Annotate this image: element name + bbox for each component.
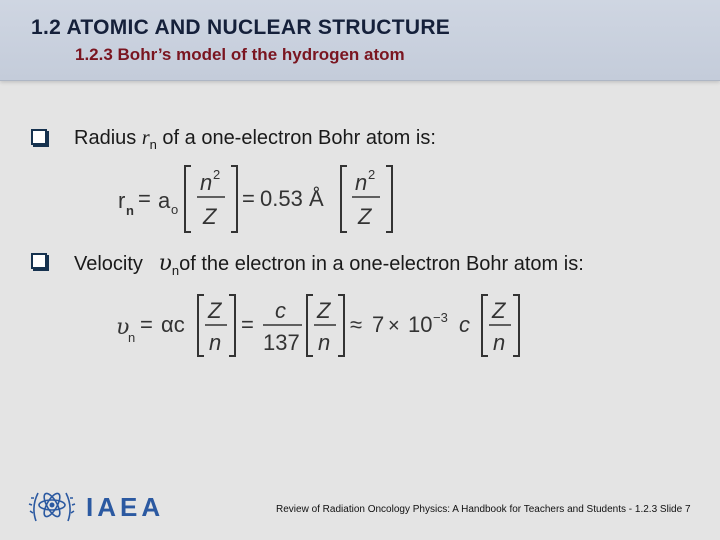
eq2-equals-2: = [241, 312, 254, 337]
eq2-lhs-subscript: n [128, 330, 136, 345]
eq2-f4-numerator: Z [492, 298, 506, 323]
bullet-velocity-pre: Velocity [74, 253, 149, 275]
bullet-radius-post: of a one-electron Bohr atom is: [156, 127, 436, 149]
slide-header [0, 0, 720, 81]
eq1-numerator: n [200, 170, 213, 195]
bullet-radius-pre: Radius [74, 127, 142, 149]
eq1-coefficient: 0.53 [260, 186, 303, 211]
bullet-velocity-post: of the electron in a one-electron Bohr atom is: [179, 253, 584, 275]
equation-velocity [110, 290, 530, 362]
eq2-ten: 10 [408, 312, 433, 337]
eq2-approx: ≈ [350, 312, 363, 337]
eq2-f1-denominator: n [209, 330, 222, 355]
eq2-f1-numerator: Z [208, 298, 222, 323]
iaea-logo-text: IAEA [86, 492, 165, 522]
eq1-numerator-superscript: 2 [213, 167, 221, 182]
eq1-lhs: r [118, 188, 126, 213]
bullet-velocity-subscript: n [171, 263, 180, 278]
bullet-radius-symbol: r [141, 127, 150, 149]
eq2-equals: = [140, 312, 153, 337]
eq1-equals: = [138, 186, 151, 211]
slide-subtitle: 1.2.3 Bohr’s model of the hydrogen atom [75, 45, 405, 64]
eq2-bracket-right-3 [513, 295, 519, 356]
eq1-denominator-2: Z [358, 204, 372, 229]
eq2-f2-denominator: 137 [263, 330, 300, 355]
eq1-a-subscript: o [171, 202, 179, 217]
eq2-exponent: −3 [433, 310, 448, 325]
eq2-f4-denominator: n [493, 330, 506, 355]
eq1-bracket-right-2 [386, 166, 392, 232]
eq1-numerator-2-superscript: 2 [368, 167, 376, 182]
eq2-lhs: υ [116, 315, 130, 340]
eq1-a: a [158, 188, 171, 213]
eq2-bracket-left-2 [307, 295, 313, 356]
bullet-velocity [74, 251, 584, 278]
eq2-c: c [459, 312, 470, 337]
bullet-box-icon [31, 253, 47, 269]
eq1-bracket-right-1 [231, 166, 237, 232]
eq1-denominator: Z [203, 204, 217, 229]
eq2-alpha-c: αc [161, 312, 185, 337]
eq2-f3-denominator: n [318, 330, 331, 355]
eq2-seven: 7 [372, 312, 385, 337]
eq2-bracket-right-2 [338, 295, 344, 356]
equation-radius [110, 160, 400, 240]
eq1-bracket-left-1 [185, 166, 191, 232]
iaea-atom-logo-icon [28, 483, 76, 531]
eq2-times: × [388, 315, 400, 337]
bullet-velocity-symbol: υ [158, 251, 172, 276]
bullet-radius [74, 127, 436, 152]
bullet-radius-subscript: n [149, 137, 157, 152]
eq2-bracket-left-3 [482, 295, 488, 356]
eq2-f3-numerator: Z [317, 298, 331, 323]
slide-footer: Review of Radiation Oncology Physics: A Handbook for Teachers and Students - 1.2.3 Slide 7 [276, 504, 691, 515]
eq1-lhs-subscript: n [126, 203, 134, 218]
bullet-box-icon [31, 129, 47, 145]
eq1-bracket-left-2 [341, 166, 347, 232]
eq2-f2-numerator: c [275, 298, 286, 323]
eq1-unit-angstrom: Å [309, 186, 324, 211]
slide-title: 1.2 ATOMIC AND NUCLEAR STRUCTURE [31, 16, 451, 39]
eq2-bracket-right-1 [229, 295, 235, 356]
eq1-equals-2: = [242, 186, 255, 211]
eq1-numerator-2: n [355, 170, 368, 195]
eq2-bracket-left-1 [198, 295, 204, 356]
